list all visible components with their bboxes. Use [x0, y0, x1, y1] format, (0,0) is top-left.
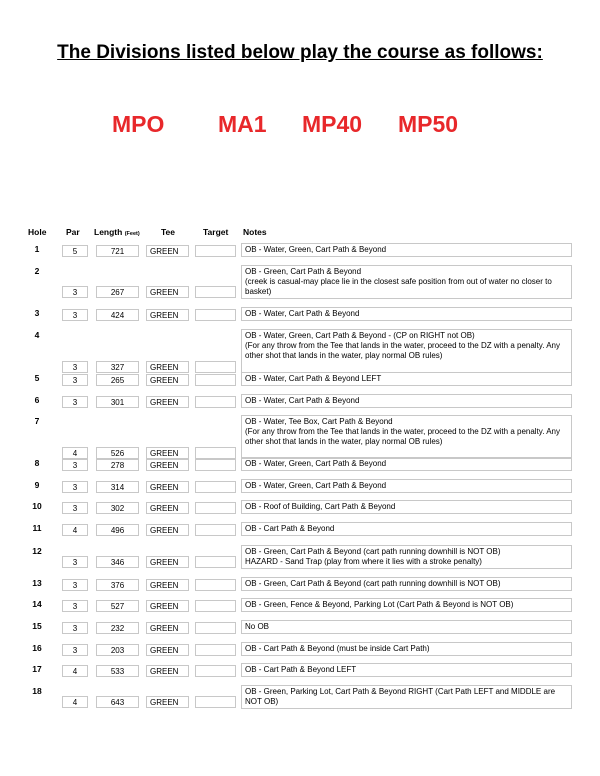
hole-number: 1 [34, 244, 40, 254]
tee-field: GREEN [146, 696, 189, 708]
note-line: OB - Cart Path & Beyond [245, 524, 335, 533]
target-field [195, 459, 236, 471]
length-field: 302 [96, 502, 139, 514]
notes-field [241, 372, 572, 386]
tee-field: GREEN [146, 665, 189, 677]
length-field: 314 [96, 481, 139, 493]
note-line: OB - Water, Green, Cart Path & Beyond [245, 459, 387, 468]
notes-field [241, 265, 572, 299]
hole-number: 6 [34, 395, 40, 405]
length-field: 232 [96, 622, 139, 634]
length-field: 643 [96, 696, 139, 708]
tee-field: GREEN [146, 644, 189, 656]
target-field [195, 502, 236, 514]
tee-field: GREEN [146, 396, 189, 408]
target-field [195, 245, 236, 257]
length-field: 376 [96, 579, 139, 591]
note-line: OB - Green, Cart Path & Beyond (cart path running downhill is NOT OB) [245, 547, 501, 556]
notes-field [241, 642, 572, 656]
target-field [195, 447, 236, 459]
par-field: 4 [62, 696, 88, 708]
par-field: 3 [62, 579, 88, 591]
notes-field [241, 329, 572, 373]
notes-field [241, 394, 572, 408]
par-field: 4 [62, 447, 88, 459]
notes-field [241, 598, 572, 612]
notes-field [241, 685, 572, 709]
tee-field: GREEN [146, 245, 189, 257]
note-line: OB - Water, Cart Path & Beyond [245, 309, 360, 318]
par-field: 5 [62, 245, 88, 257]
note-line: OB - Water, Green, Cart Path & Beyond [245, 245, 387, 254]
par-field: 3 [62, 309, 88, 321]
length-field: 327 [96, 361, 139, 373]
hole-number: 7 [34, 416, 40, 426]
hole-number: 16 [32, 643, 42, 653]
header-length: Length (Feet) [94, 227, 140, 237]
target-field [195, 644, 236, 656]
par-field: 4 [62, 665, 88, 677]
note-line: OB - Water, Cart Path & Beyond [245, 396, 360, 405]
notes-field [241, 457, 572, 471]
note-line: HAZARD - Sand Trap (play from where it lies with a stroke penalty) [245, 557, 482, 566]
par-field: 3 [62, 600, 88, 612]
target-field [195, 622, 236, 634]
tee-field: GREEN [146, 286, 189, 298]
target-field [195, 579, 236, 591]
length-field: 527 [96, 600, 139, 612]
note-line: OB - Green, Cart Path & Beyond (cart path running downhill is NOT OB) [245, 579, 501, 588]
note-line: (For any throw from the Tee that lands in the water, proceed to the DZ with a penalty. Any other shot that lands in the water, play normal OB rules) [245, 427, 560, 446]
target-field [195, 665, 236, 677]
par-field: 3 [62, 459, 88, 471]
par-field: 3 [62, 361, 88, 373]
target-field [195, 524, 236, 536]
header-notes: Notes [243, 227, 267, 237]
header-par: Par [66, 227, 80, 237]
notes-field [241, 577, 572, 591]
division-label: MP50 [398, 111, 459, 137]
note-line: OB - Water, Green, Cart Path & Beyond - (CP on RIGHT not OB) [245, 331, 475, 340]
tee-field: GREEN [146, 374, 189, 386]
target-field [195, 374, 236, 386]
tee-field: GREEN [146, 579, 189, 591]
target-field [195, 396, 236, 408]
note-line: OB - Green, Cart Path & Beyond [245, 267, 362, 276]
length-field: 424 [96, 309, 139, 321]
length-field: 267 [96, 286, 139, 298]
hole-number: 10 [32, 501, 42, 511]
header-tee: Tee [161, 227, 176, 237]
tee-field: GREEN [146, 309, 189, 321]
header-hole: Hole [28, 227, 47, 237]
notes-field [241, 663, 572, 677]
length-field: 533 [96, 665, 139, 677]
par-field: 3 [62, 286, 88, 298]
hole-number: 13 [32, 578, 42, 588]
hole-number: 9 [34, 480, 40, 490]
note-line: No OB [245, 622, 270, 631]
note-line: OB - Water, Tee Box, Cart Path & Beyond [245, 417, 393, 426]
par-field: 3 [62, 622, 88, 634]
note-line: OB - Roof of Building, Cart Path & Beyond [245, 502, 396, 511]
notes-field [241, 620, 572, 634]
tee-field: GREEN [146, 459, 189, 471]
hole-number: 8 [34, 458, 40, 468]
target-field [195, 361, 236, 373]
tee-field: GREEN [146, 556, 189, 568]
length-field: 265 [96, 374, 139, 386]
note-line: (creek is casual-may place lie in the closest safe position from out of water no closer to basket) [245, 277, 552, 296]
hole-number: 5 [34, 373, 40, 383]
tee-field: GREEN [146, 622, 189, 634]
tee-field: GREEN [146, 361, 189, 373]
target-field [195, 286, 236, 298]
notes-field [241, 307, 572, 321]
hole-number: 2 [34, 266, 40, 276]
page-title: The Divisions listed below play the course as follows: [57, 42, 543, 63]
length-field: 496 [96, 524, 139, 536]
note-line: OB - Water, Cart Path & Beyond LEFT [245, 374, 382, 383]
notes-field [241, 545, 572, 569]
length-field: 301 [96, 396, 139, 408]
note-line: OB - Water, Green, Cart Path & Beyond [245, 481, 387, 490]
length-field: 203 [96, 644, 139, 656]
division-label: MPO [112, 111, 165, 137]
par-field: 3 [62, 502, 88, 514]
hole-number: 4 [34, 330, 40, 340]
division-label: MA1 [218, 111, 267, 137]
note-line: OB - Cart Path & Beyond LEFT [245, 665, 357, 674]
notes-field [241, 500, 572, 514]
note-line: (For any throw from the Tee that lands in the water, proceed to the DZ with a penalty. Any other shot that lands in the water, play normal OB rules) [245, 341, 560, 360]
par-field: 3 [62, 644, 88, 656]
hole-number: 17 [32, 664, 42, 674]
header-target: Target [203, 227, 229, 237]
length-field: 721 [96, 245, 139, 257]
target-field [195, 481, 236, 493]
hole-number: 12 [32, 546, 42, 556]
hole-number: 11 [32, 523, 42, 533]
hole-number: 15 [32, 621, 42, 631]
tee-field: GREEN [146, 502, 189, 514]
par-field: 3 [62, 481, 88, 493]
hole-number: 3 [34, 308, 40, 318]
par-field: 3 [62, 556, 88, 568]
tee-field: GREEN [146, 524, 189, 536]
par-field: 4 [62, 524, 88, 536]
par-field: 3 [62, 396, 88, 408]
tee-field: GREEN [146, 447, 189, 459]
notes-field [241, 415, 572, 459]
division-label: MP40 [302, 111, 363, 137]
hole-number: 18 [32, 686, 42, 696]
note-line: OB - Green, Fence & Beyond, Parking Lot (Cart Path & Beyond is NOT OB) [245, 600, 514, 609]
tee-field: GREEN [146, 481, 189, 493]
notes-field [241, 522, 572, 536]
length-field: 526 [96, 447, 139, 459]
notes-field [241, 479, 572, 493]
target-field [195, 600, 236, 612]
note-line: OB - Green, Parking Lot, Cart Path & Beyond RIGHT (Cart Path LEFT and MIDDLE are NOT OB) [245, 687, 556, 706]
tee-field: GREEN [146, 600, 189, 612]
hole-number: 14 [32, 599, 42, 609]
length-field: 346 [96, 556, 139, 568]
target-field [195, 696, 236, 708]
par-field: 3 [62, 374, 88, 386]
target-field [195, 309, 236, 321]
notes-field [241, 243, 572, 257]
length-field: 278 [96, 459, 139, 471]
target-field [195, 556, 236, 568]
note-line: OB - Cart Path & Beyond (must be inside Cart Path) [245, 644, 430, 653]
